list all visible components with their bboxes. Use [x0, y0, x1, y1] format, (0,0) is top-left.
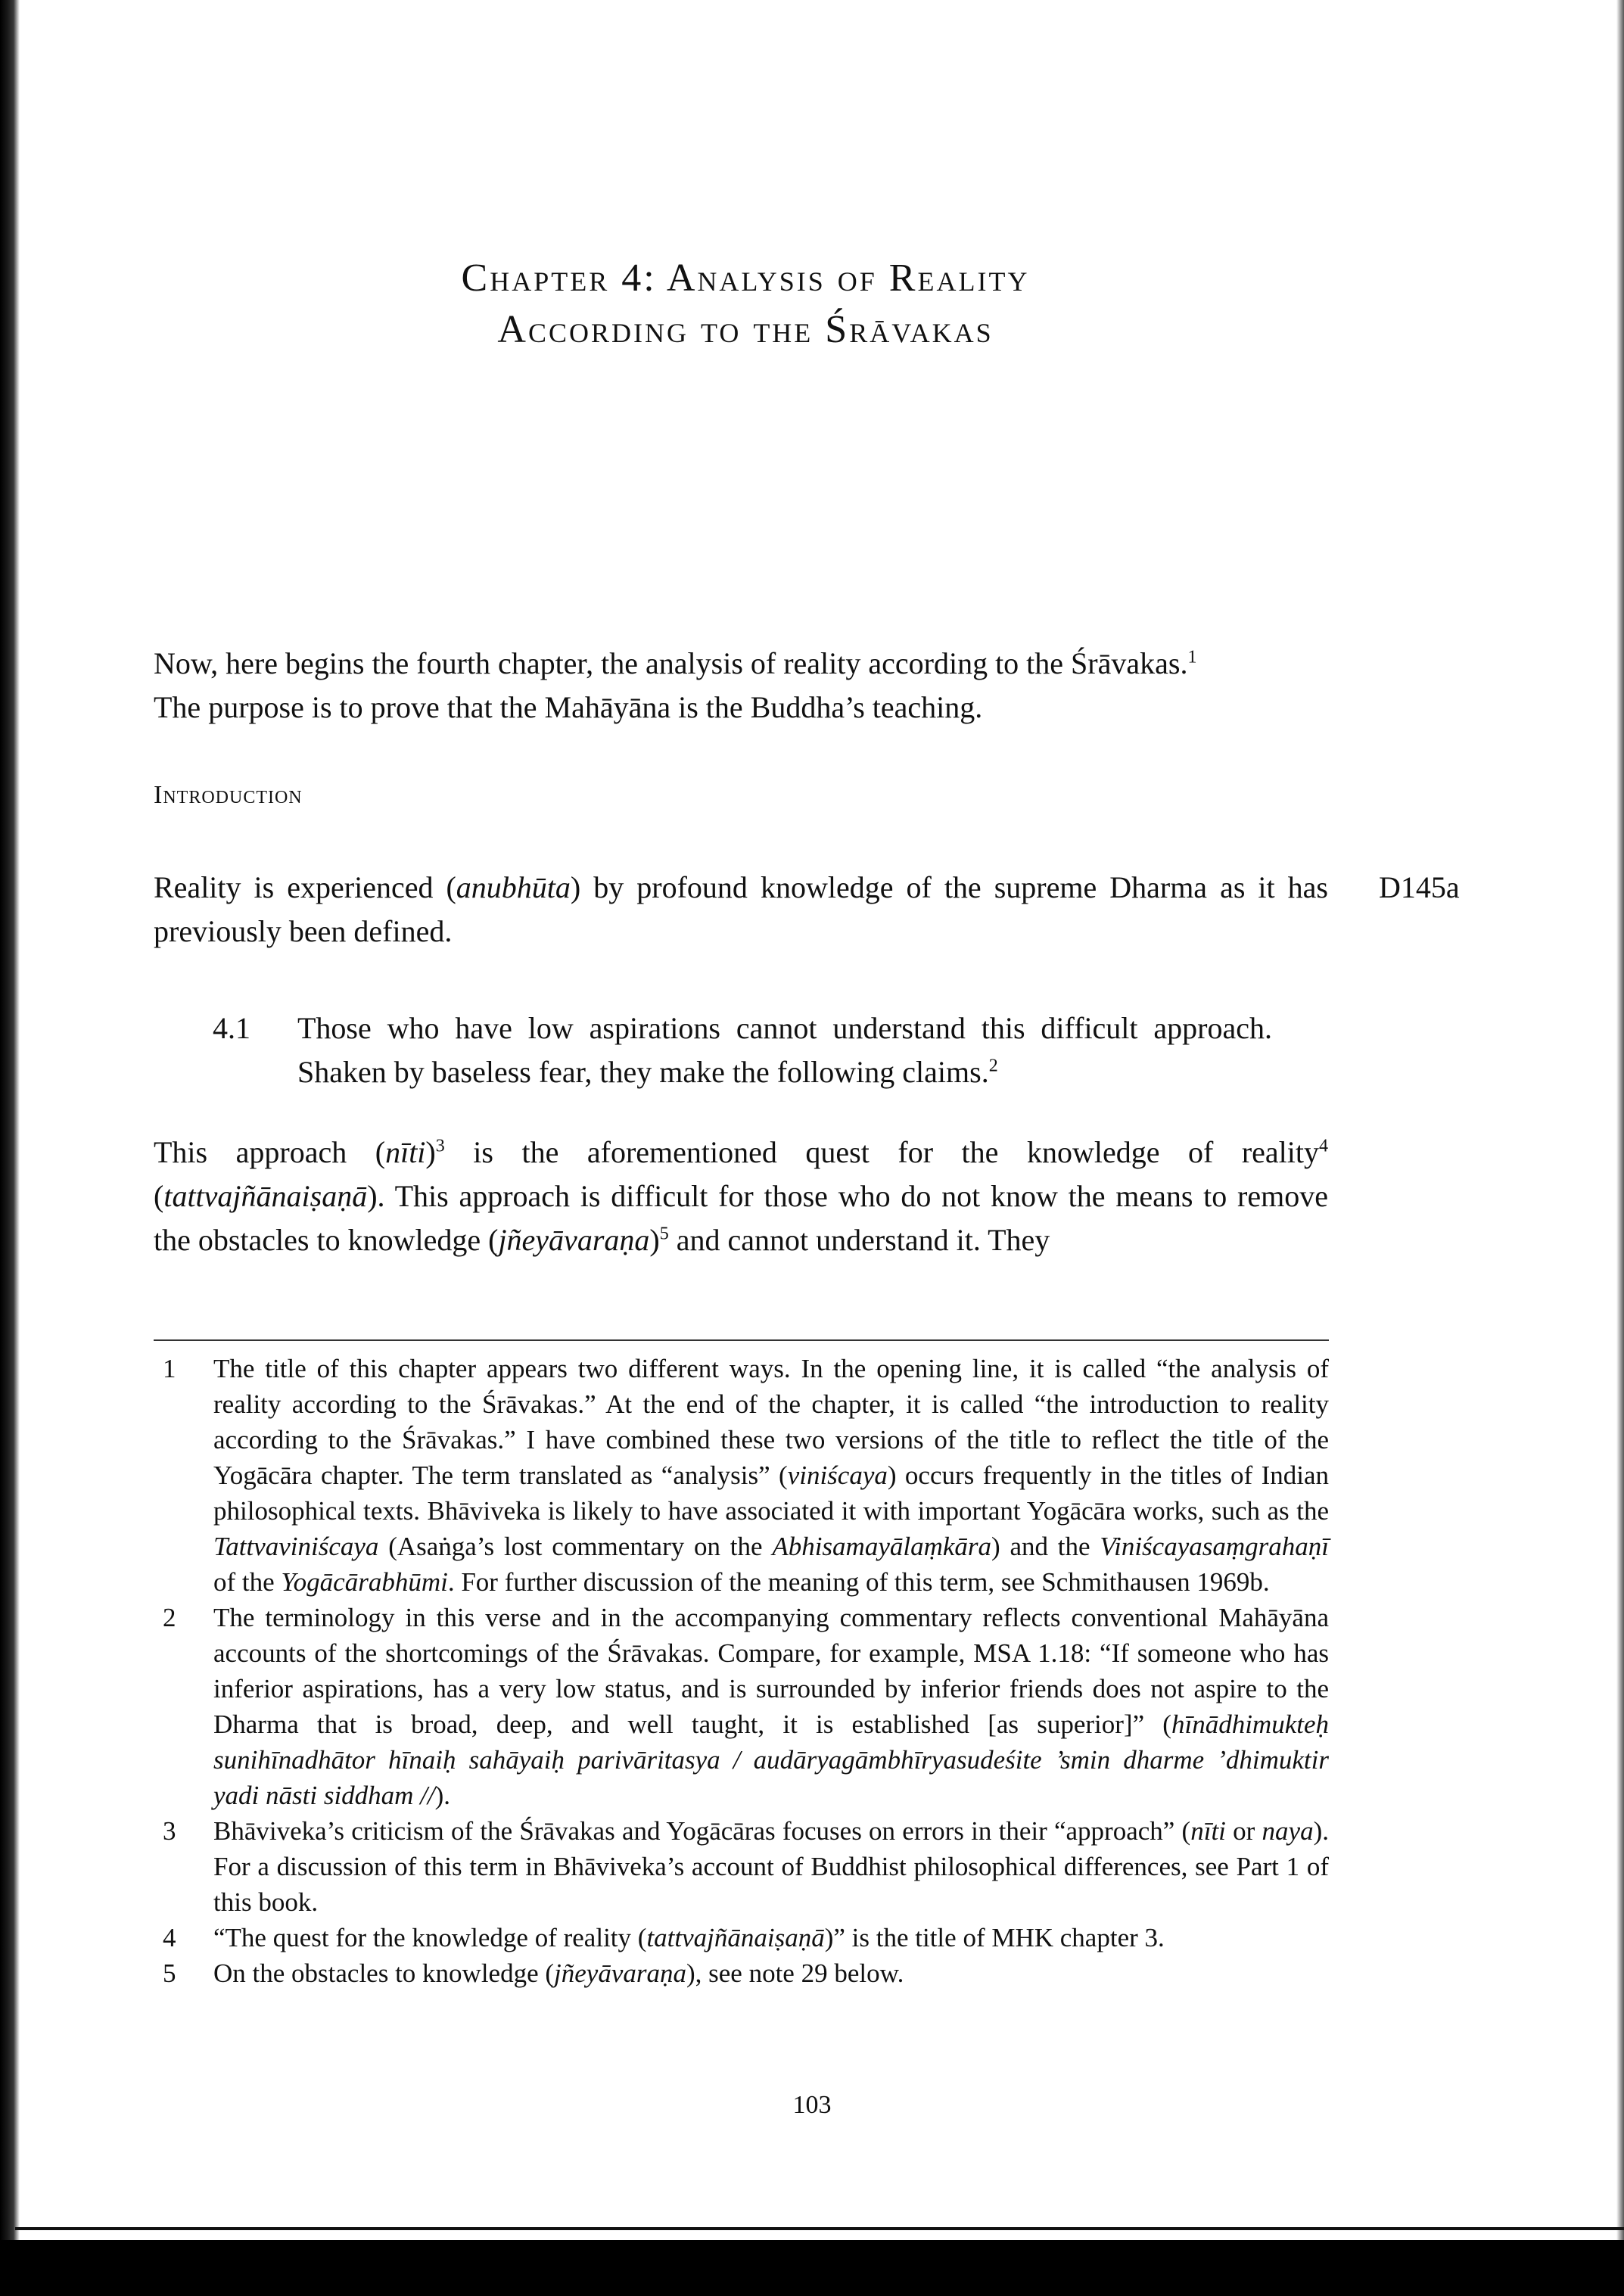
verse-4-1: [213, 1006, 1272, 1094]
footnote-number: 5: [163, 1958, 176, 1988]
chapter-title: [151, 253, 1339, 356]
approach-paragraph: This approach (nīti)$^3$ is the aforementioned quest for the knowledge of reality$^4$ (tattvajñānaiṣaṇā). This approach is difficult for those who do not know the means to remove the obstacles to knowledge (jñeyāvaraṇa)$^5$ and cannot understand it. They: [154, 1135, 1328, 1257]
chapter-title-line-1: Chapter 4: Analysis of Reality: [461, 257, 1030, 300]
opening-line-2: The purpose is to prove that the Mahāyāna is the Buddha’s teaching.: [154, 690, 983, 724]
footnote-2: 2 The terminology in this verse and in the accompanying commentary reflects conventional Mahāyāna accounts of the shortcomings of the Śrāvakas. Compare, for example, MSA 1.18: “If someone who has inferior aspirations, has a very low status, and is surrounded by inferior friends does not aspire to the Dharma that is broad, deep, and well taught, it is established [as superior]” (hīnādhimukteḥ sunihīnadhātor hīnaiḥ sahāyaiḥ parivāritasya / audāryagāmbhīryasudeśite ’smin dharme ’dhimuktir yadi nāsti siddham //).: [154, 1600, 1329, 1813]
section-heading: Introduction: [154, 781, 303, 809]
reality-paragraph: Reality is experienced (anubhūta) by profound knowledge of the supreme Dharma as it has previously been defined.: [154, 870, 1328, 948]
verse-number: 4.1: [213, 1011, 250, 1045]
footnote-ref-4: 4: [1319, 1136, 1328, 1156]
chapter-title-line-2: According to the Śrāvakas: [497, 308, 994, 351]
term-niti: nīti: [385, 1135, 426, 1169]
footnote-number: 1: [163, 1354, 176, 1383]
scan-shadow-right: [1616, 0, 1624, 2296]
footnote-number: 2: [163, 1603, 176, 1632]
footnote-ref-3: 3: [435, 1136, 445, 1156]
margin-reference: D145a: [1379, 870, 1460, 904]
term-tattvajnanaisana: tattvajñānaiṣaṇā: [163, 1179, 368, 1213]
scan-shadow-bottom: [0, 2240, 1624, 2296]
scan-shadow-left: [0, 0, 20, 2296]
footnote-1: 1 The title of this chapter appears two different ways. In the opening line, it is called “the analysis of reality according to the Śrāvakas.” At the end of the chapter, it is called “the introduction to reality according to the Śrāvakas.” I have combined these two versions of the title to reflect the title of the Yogācāra chapter. The term translated as “analysis” (viniścaya) occurs frequently in the titles of Indian philosophical texts. Bhāviveka is likely to have associated it with important Yogācāra works, such as the Tattvaviniścaya (Asaṅga’s lost commentary on the Abhisamayālaṃkāra) and the Viniścayasaṃgrahaṇī of the Yogācārabhūmi. For further discussion of the meaning of this term, see Schmithausen 1969b.: [154, 1351, 1329, 1600]
footnote-5: 5 On the obstacles to knowledge (jñeyāvaraṇa), see note 29 below.: [154, 1955, 1329, 1991]
verse-text: Those who have low aspirations cannot understand this difficult approach. Shaken by baseless fear, they make the following claims.$^2$: [297, 1011, 1272, 1089]
footnote-divider: [154, 1339, 1329, 1341]
scan-edge-line: [15, 2227, 1624, 2230]
footnotes: [154, 1351, 1329, 1991]
footnote-ref-1: 1: [1187, 647, 1197, 667]
footnote-4: 4 “The quest for the knowledge of reality (tattvajñānaiṣaṇā)” is the title of MHK chapter 3.: [154, 1920, 1329, 1955]
page-number: 103: [792, 2091, 832, 2119]
footnote-ref-5: 5: [659, 1224, 669, 1244]
opening-line-1: Now, here begins the fourth chapter, the analysis of reality according to the Śrāvakas.$^1$: [154, 646, 1197, 680]
footnote-number: 3: [163, 1816, 176, 1846]
term-anubhuta: anubhūta: [456, 870, 571, 904]
footnote-3: 3 Bhāviveka’s criticism of the Śrāvakas and Yogācāras focuses on errors in their “approach” (nīti or naya). For a discussion of this term in Bhāviveka’s account of Buddhist philosophical differences, see Part 1 of this book.: [154, 1813, 1329, 1920]
footnote-number: 4: [163, 1923, 176, 1952]
footnote-ref-2: 2: [988, 1056, 998, 1076]
term-jneyavarana: jñeyāvaraṇa: [498, 1223, 650, 1257]
opening-paragraph: [154, 642, 1328, 730]
